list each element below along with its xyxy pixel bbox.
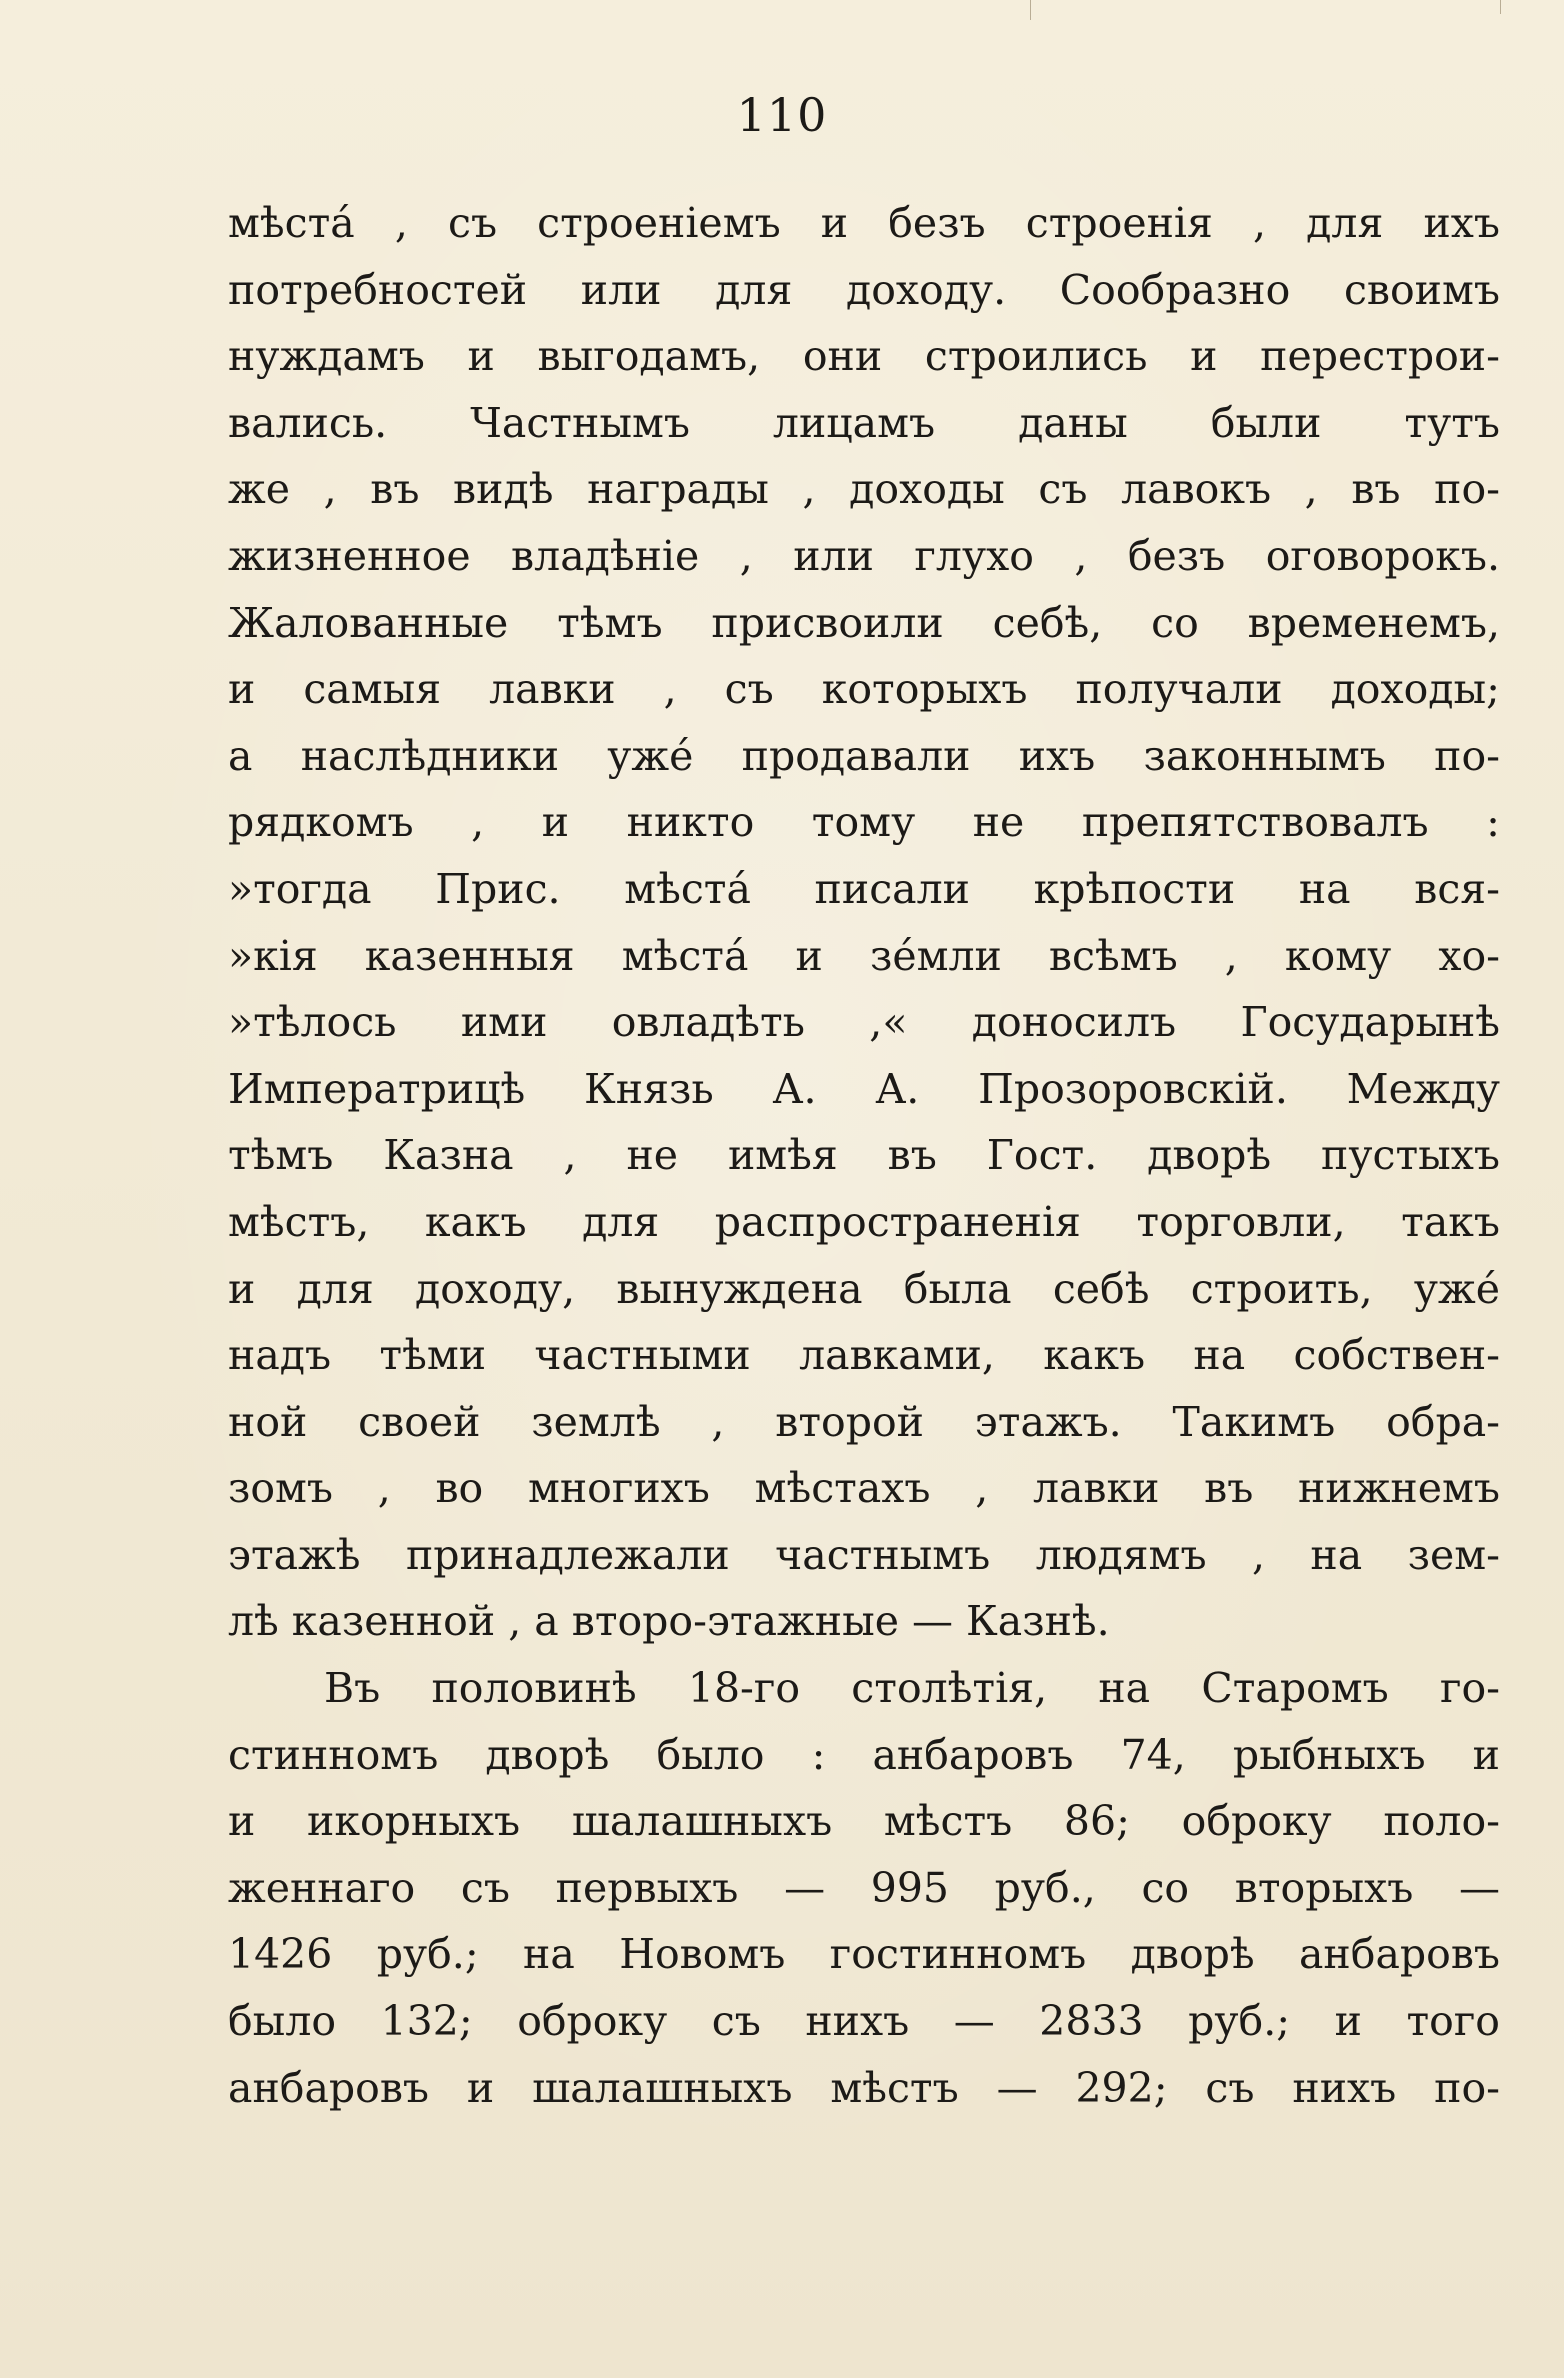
body-text — [228, 190, 1500, 2121]
text-line: Жалованные тѣмъ присвоили себѣ, со временемъ, — [228, 598, 1500, 647]
text-line: ной своей землѣ , второй этажъ. Такимъ обра- — [228, 1397, 1500, 1446]
text-line: жизненное владѣніе , или глухо , безъ оговорокъ. — [228, 531, 1500, 580]
page-edge-mark — [1500, 0, 1501, 14]
page-edge-mark — [1030, 0, 1031, 20]
text-line: было 132; оброку съ нихъ — 2833 руб.; и того — [228, 1997, 1500, 2046]
text-line: »тогда Прис. мѣстá писали крѣпости на вся- — [228, 864, 1500, 913]
text-line: зомъ , во многихъ мѣстахъ , лавки въ нижнемъ — [228, 1464, 1500, 1513]
text-line: рядкомъ , и никто тому не препятствовалъ : — [228, 798, 1500, 847]
text-line: мѣстá , съ строеніемъ и безъ строенія , для ихъ — [228, 199, 1500, 247]
text-line: лѣ казенной , а второ-этажные — Казнѣ. — [228, 1597, 1110, 1646]
text-line: и самыя лавки , съ которыхъ получали доходы; — [228, 665, 1500, 714]
paragraph-start-line: Въ половинѣ 18-го столѣтія, на Старомъ го- — [324, 1664, 1500, 1713]
text-line: нуждамъ и выгодамъ, они строились и перестрои- — [228, 332, 1500, 381]
text-line: стинномъ дворѣ было : анбаровъ 74, рыбныхъ и — [228, 1730, 1500, 1779]
text-line: и для доходу, вынуждена была себѣ строить, ужé — [228, 1264, 1500, 1313]
text-line: потребностей или для доходу. Сообразно своимъ — [228, 265, 1500, 314]
page-number: 110 — [736, 88, 828, 142]
text-line: и икорныхъ шалашныхъ мѣстъ 86; оброку поло- — [228, 1797, 1500, 1846]
text-line: »тѣлось ими овладѣть ,« доносилъ Государынѣ — [228, 998, 1500, 1047]
text-line: женнаго съ первыхъ — 995 руб., со вторыхъ — — [228, 1863, 1500, 1912]
text-line: анбаровъ и шалашныхъ мѣстъ — 292; съ нихъ по- — [228, 2063, 1500, 2112]
text-line: »кія казенныя мѣстá и зéмли всѣмъ , кому хо- — [228, 931, 1500, 980]
text-line: Императрицѣ Князь А. А. Прозоровскій. Между — [228, 1064, 1500, 1113]
text-line: а наслѣдники ужé продавали ихъ законнымъ по- — [228, 731, 1500, 780]
text-line: тѣмъ Казна , не имѣя въ Гост. дворѣ пустыхъ — [228, 1131, 1500, 1180]
text-line: же , въ видѣ награды , доходы съ лавокъ , въ по- — [228, 465, 1500, 514]
text-line: надъ тѣми частными лавками, какъ на собствен- — [228, 1331, 1500, 1380]
text-line: мѣстъ, какъ для распространенія торговли, такъ — [228, 1197, 1500, 1246]
text-line: 1426 руб.; на Новомъ гостинномъ дворѣ анбаровъ — [228, 1930, 1500, 1979]
text-line: вались. Частнымъ лицамъ даны были тутъ — [228, 398, 1500, 447]
text-line: этажѣ принадлежали частнымъ людямъ , на зем- — [228, 1530, 1500, 1579]
